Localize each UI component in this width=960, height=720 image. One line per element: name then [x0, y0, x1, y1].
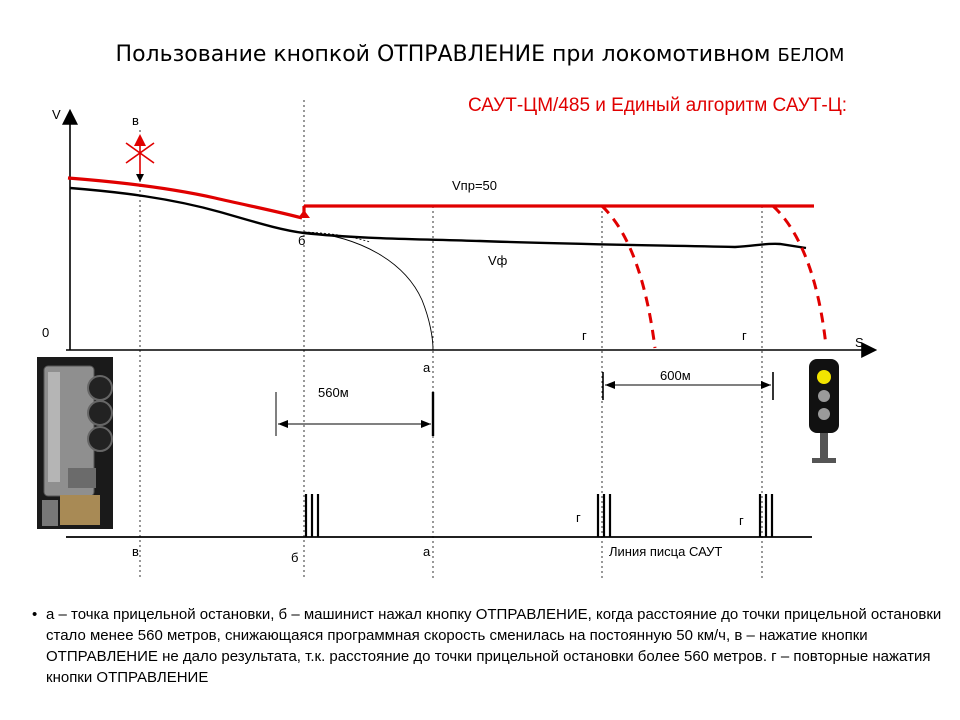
point-v-bottom-label: в: [132, 544, 139, 559]
distance-600-label: 600м: [660, 368, 691, 383]
page-title-tail: БЕЛОМ: [777, 45, 845, 66]
signal-base: [812, 458, 836, 463]
page-title-main: Пользование кнопкой ОТПРАВЛЕНИЕ при локомотивном: [115, 42, 778, 67]
panel-connector: [60, 495, 100, 525]
programmed-speed-step-arrow: [298, 210, 310, 218]
zero-label: 0: [42, 325, 50, 340]
point-a-top-label: а: [423, 360, 431, 375]
panel-edge: [48, 372, 60, 482]
braking-curve: [304, 232, 433, 350]
bullet-icon: •: [32, 606, 38, 623]
dim-560-arrow-right: [421, 420, 431, 428]
caption-text: а – точка прицельной остановки, б – машинист нажал кнопку ОТПРАВЛЕНИЕ, когда расстояние до точки прицельной остановки стало менее 560 метров, снижающаяся программная скорость сменилась на постоянную 50 км/ч, в – нажатие кнопки ОТПРАВЛЕНИЕ не дало результата, т.к. расстояние до точки прицельной остановки более 560 метров. г – повторные нажатия кнопки ОТПРАВЛЕНИЕ: [46, 606, 942, 686]
point-v-top-label: в: [132, 113, 139, 128]
v-axis-label: V: [52, 107, 61, 122]
programmed-speed-descending: [68, 178, 302, 218]
panel-knob-1: [88, 376, 112, 400]
failed-press-arrow-head: [134, 134, 146, 146]
signal-lamp-yellow: [817, 370, 831, 384]
failed-press-arrow-tail: [136, 174, 144, 182]
limit-curve-g1: [602, 206, 655, 348]
caption-block: [32, 604, 946, 688]
signal-lamp-off-1: [818, 390, 830, 402]
panel-bracket: [42, 500, 58, 526]
signal-lamp-off-2: [818, 408, 830, 420]
vf-label: Vф: [488, 253, 508, 268]
point-a-bottom-label: а: [423, 544, 431, 559]
recorder-marks: [306, 494, 772, 537]
limit-curve-g2: [773, 206, 826, 346]
actual-speed-line: [70, 188, 806, 248]
recorder-line-label: Линия писца САУТ: [609, 544, 723, 559]
control-panel-photo: [37, 357, 113, 529]
distance-560-label: 560м: [318, 385, 349, 400]
traffic-light-icon: [809, 359, 839, 463]
point-g1-bottom-label: г: [576, 510, 581, 525]
vpr-label: Vпр=50: [452, 178, 497, 193]
diagram-subtitle: САУТ-ЦМ/485 и Единый алгоритм САУТ-Ц:: [468, 95, 848, 116]
panel-knob-2: [88, 401, 112, 425]
point-b-curve-label: б: [298, 233, 306, 248]
dim-600-arrow-left: [605, 381, 615, 389]
panel-plate: [68, 468, 96, 488]
panel-knob-3: [88, 427, 112, 451]
guide-lines: [140, 100, 762, 580]
dimension-560: [276, 392, 433, 436]
dim-560-arrow-left: [278, 420, 288, 428]
point-g2-bottom-label: г: [739, 513, 744, 528]
failed-press-marker: [126, 134, 154, 182]
axes: [66, 112, 874, 350]
s-axis-label: S: [855, 335, 864, 350]
dim-600-arrow-right: [761, 381, 771, 389]
point-g1-top-label: г: [582, 328, 587, 343]
signal-mast: [820, 433, 828, 461]
point-g2-top-label: г: [742, 328, 747, 343]
point-b-bottom-label: б: [291, 550, 299, 565]
